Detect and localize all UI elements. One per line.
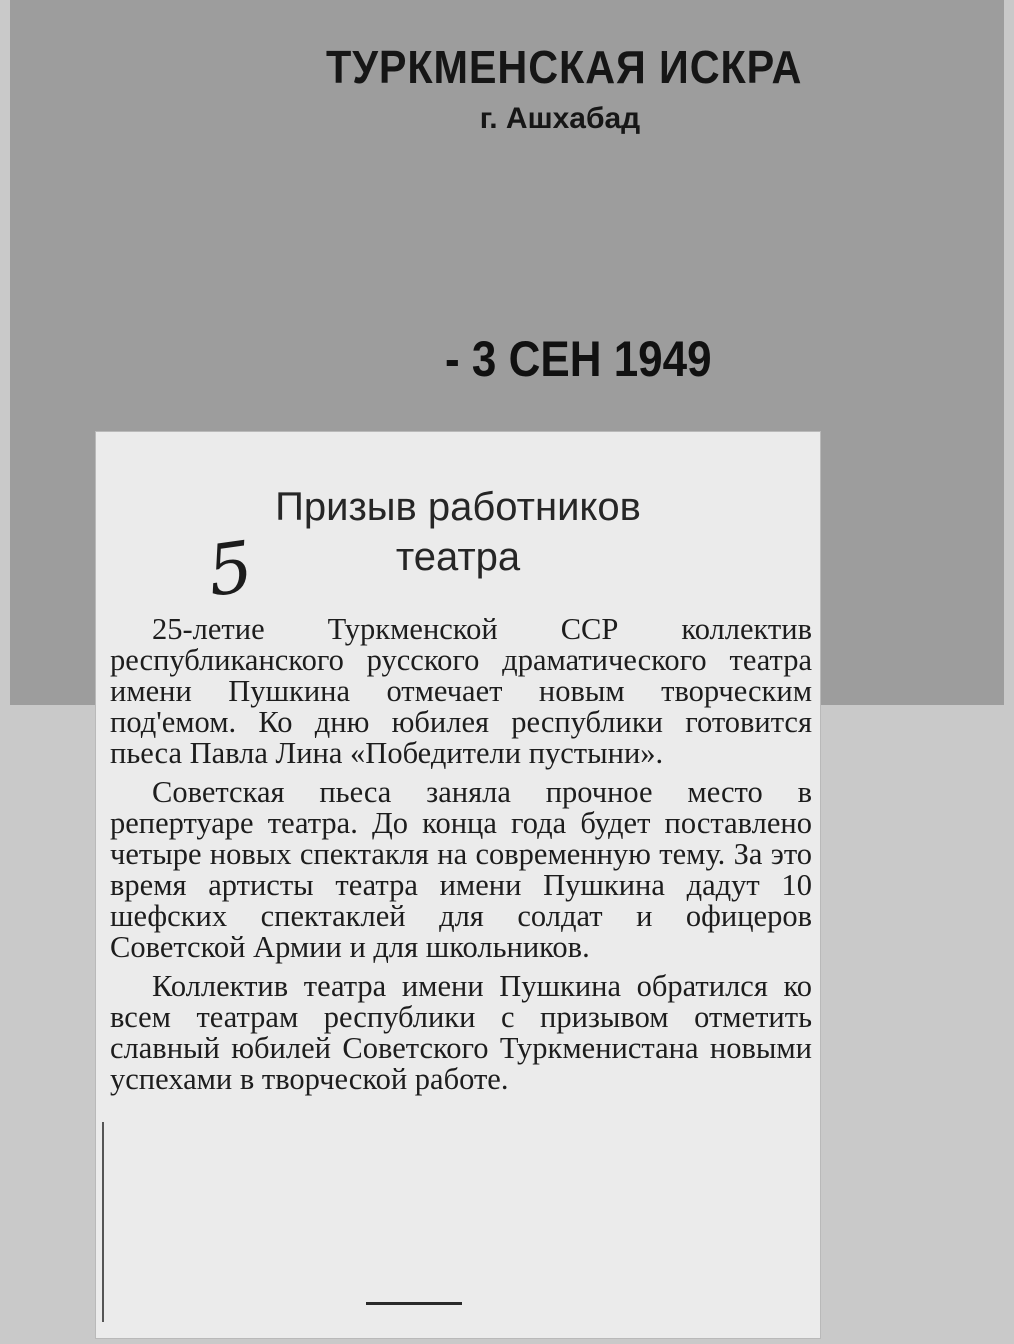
date-stamp-text: 3 СЕН 1949 bbox=[471, 331, 712, 387]
article-paragraph-2: Советская пьеса заняла прочное место в репертуаре театра. До конца года будет поставлено четыре новых спектакля на современную тему. За это время артисты театра имени Пушкина дадут 10 шефских спектаклей для солдат и офицеров Советской Армии и для школьников. bbox=[110, 775, 812, 964]
newspaper-clipping bbox=[96, 432, 820, 1338]
handwritten-number: 5 bbox=[202, 525, 259, 613]
margin-pencil-line bbox=[102, 1122, 104, 1322]
article-title-line-1: Призыв работников bbox=[275, 485, 641, 529]
article-title-line-2: театра bbox=[395, 535, 521, 579]
newspaper-stamp bbox=[300, 40, 820, 136]
date-stamp bbox=[445, 330, 771, 388]
date-dash: - bbox=[445, 331, 472, 387]
article-end-rule bbox=[366, 1302, 462, 1305]
article-body bbox=[110, 614, 812, 1103]
newspaper-city: г. Ашхабад bbox=[479, 102, 641, 135]
newspaper-name: ТУРКМЕНСКАЯ ИСКРА bbox=[326, 41, 803, 93]
article-paragraph-3: Коллектив театра имени Пушкина обратился ко всем театрам республики с призывом отметить славный юбилей Советского Туркменистана новыми успехами в творческой работе. bbox=[110, 969, 812, 1096]
article-paragraph-1: 25-летие Туркменской ССР коллектив республиканского русского драматического театра имени Пушкина отмечает новым творческим под'емом. Ко дню юбилея республики готовится пьеса Павла Лина «Победители пустыни». bbox=[110, 612, 812, 770]
